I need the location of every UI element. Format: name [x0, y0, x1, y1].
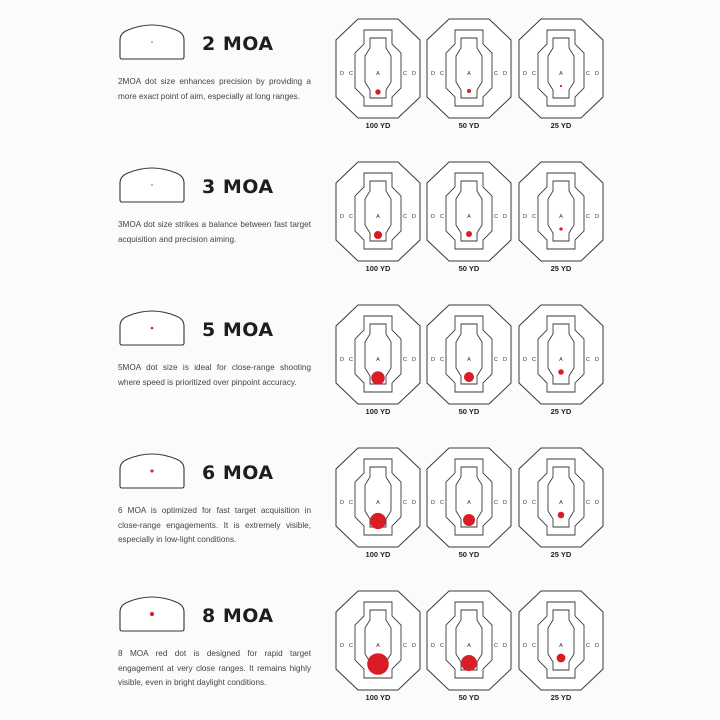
zone-label-c-right: C	[403, 71, 407, 77]
ipsc-target-100-yd	[333, 588, 423, 693]
range-label: 25 YD	[550, 407, 572, 416]
zone-label-c-right: C	[586, 357, 590, 363]
zone-label-d-left: D	[431, 214, 435, 220]
ipsc-target-100-yd	[333, 16, 423, 121]
ipsc-target-50-yd	[424, 588, 514, 693]
target-outer-octagon	[427, 591, 511, 690]
ipsc-target-25-yd	[516, 445, 606, 550]
zone-label-a: A	[559, 357, 563, 363]
range-label: 50 YD	[458, 264, 480, 273]
red-dot-sight-window-icon	[118, 595, 186, 633]
zone-label-d-left: D	[431, 357, 435, 363]
range-label: 25 YD	[550, 693, 572, 702]
target-outer-octagon	[427, 162, 511, 261]
red-dot-impact	[557, 654, 566, 663]
zone-label-d-right: D	[503, 71, 507, 77]
red-dot-impact	[558, 512, 565, 519]
zone-label-d-left: D	[340, 357, 344, 363]
reticle-dot	[151, 41, 152, 42]
zone-label-a: A	[376, 71, 380, 77]
zone-label-d-left: D	[523, 500, 527, 506]
range-label: 100 YD	[365, 121, 391, 130]
target-outer-octagon	[519, 19, 603, 118]
moa-title: 3 MOA	[202, 176, 274, 198]
moa-title: 2 MOA	[202, 33, 274, 55]
zone-label-c-left: C	[349, 643, 353, 649]
zone-label-c-right: C	[403, 357, 407, 363]
range-label: 50 YD	[458, 121, 480, 130]
range-label: 100 YD	[365, 693, 391, 702]
red-dot-impact	[464, 372, 474, 382]
zone-label-c-right: C	[586, 214, 590, 220]
red-dot-impact	[461, 655, 477, 671]
zone-label-d-right: D	[595, 500, 599, 506]
red-dot-impact	[367, 653, 389, 675]
red-dot-impact	[370, 513, 386, 529]
moa-row	[0, 143, 720, 286]
reticle-dot	[151, 184, 153, 186]
zone-label-a: A	[376, 357, 380, 363]
zone-label-c-right: C	[494, 71, 498, 77]
zone-label-d-right: D	[412, 71, 416, 77]
zone-label-d-right: D	[595, 357, 599, 363]
red-dot-impact	[560, 85, 562, 87]
target-outer-octagon	[336, 448, 420, 547]
zone-label-d-left: D	[523, 357, 527, 363]
moa-description: 8 MOA red dot is designed for rapid target engagement at very close ranges. It remains highly visible, even in bright daylight conditions.	[118, 649, 311, 687]
zone-label-c-left: C	[440, 71, 444, 77]
ipsc-target-25-yd	[516, 16, 606, 121]
moa-title: 8 MOA	[202, 605, 274, 627]
zone-label-d-left: D	[340, 214, 344, 220]
zone-label-a: A	[559, 643, 563, 649]
target-outer-octagon	[519, 305, 603, 404]
ipsc-target-50-yd	[424, 445, 514, 550]
target-outer-octagon	[336, 591, 420, 690]
range-label: 50 YD	[458, 550, 480, 559]
zone-label-d-left: D	[340, 71, 344, 77]
target-outer-octagon	[519, 591, 603, 690]
zone-label-c-left: C	[440, 643, 444, 649]
zone-label-d-right: D	[595, 643, 599, 649]
range-label: 25 YD	[550, 121, 572, 130]
zone-label-c-left: C	[440, 500, 444, 506]
red-dot-sight-window-icon	[118, 23, 186, 61]
zone-label-a: A	[376, 643, 380, 649]
moa-row	[0, 0, 720, 143]
ipsc-target-50-yd	[424, 16, 514, 121]
zone-label-c-right: C	[586, 71, 590, 77]
zone-label-a: A	[376, 214, 380, 220]
range-label: 50 YD	[458, 407, 480, 416]
zone-label-c-left: C	[349, 214, 353, 220]
zone-label-c-left: C	[532, 643, 536, 649]
red-dot-impact	[467, 89, 471, 93]
moa-description: 5MOA dot size is ideal for close-range shooting where speed is prioritized over pinpoint accuracy.	[118, 363, 311, 387]
zone-label-c-right: C	[494, 500, 498, 506]
zone-label-c-left: C	[349, 71, 353, 77]
moa-description: 2MOA dot size enhances precision by providing a more exact point of aim, especially at long ranges.	[118, 77, 311, 101]
zone-label-d-right: D	[503, 500, 507, 506]
target-outer-octagon	[427, 448, 511, 547]
zone-label-d-right: D	[503, 214, 507, 220]
zone-label-c-left: C	[440, 357, 444, 363]
zone-label-d-left: D	[523, 71, 527, 77]
red-dot-impact	[375, 89, 380, 94]
target-outer-octagon	[519, 448, 603, 547]
range-label: 100 YD	[365, 407, 391, 416]
zone-label-d-left: D	[340, 643, 344, 649]
zone-label-d-right: D	[595, 71, 599, 77]
zone-label-a: A	[467, 643, 471, 649]
target-outer-octagon	[336, 19, 420, 118]
target-outer-octagon	[336, 162, 420, 261]
red-dot-impact	[466, 231, 472, 237]
zone-label-d-right: D	[595, 214, 599, 220]
zone-label-d-right: D	[412, 643, 416, 649]
moa-title: 5 MOA	[202, 319, 274, 341]
zone-label-a: A	[467, 71, 471, 77]
zone-label-c-left: C	[349, 357, 353, 363]
range-label: 100 YD	[365, 550, 391, 559]
zone-label-a: A	[559, 71, 563, 77]
moa-row	[0, 286, 720, 429]
reticle-dot	[150, 469, 153, 472]
target-outer-octagon	[336, 305, 420, 404]
reticle-dot	[151, 327, 154, 330]
zone-label-c-right: C	[403, 500, 407, 506]
zone-label-c-left: C	[532, 214, 536, 220]
zone-label-c-left: C	[532, 71, 536, 77]
moa-description: 3MOA dot size strikes a balance between fast target acquisition and precision aiming.	[118, 220, 311, 244]
red-dot-sight-window-icon	[118, 452, 186, 490]
zone-label-d-left: D	[431, 500, 435, 506]
zone-label-c-right: C	[494, 643, 498, 649]
zone-label-c-right: C	[586, 500, 590, 506]
zone-label-c-right: C	[403, 643, 407, 649]
zone-label-d-right: D	[503, 357, 507, 363]
ipsc-target-50-yd	[424, 302, 514, 407]
zone-label-d-left: D	[523, 214, 527, 220]
zone-label-d-left: D	[431, 71, 435, 77]
zone-label-c-right: C	[494, 214, 498, 220]
red-dot-sight-window-icon	[118, 166, 186, 204]
range-label: 25 YD	[550, 550, 572, 559]
zone-label-d-left: D	[523, 643, 527, 649]
zone-label-a: A	[467, 214, 471, 220]
zone-label-a: A	[467, 357, 471, 363]
ipsc-target-50-yd	[424, 159, 514, 264]
red-dot-impact	[371, 371, 385, 385]
zone-label-d-right: D	[503, 643, 507, 649]
range-label: 100 YD	[365, 264, 391, 273]
target-outer-octagon	[427, 305, 511, 404]
moa-row	[0, 572, 720, 715]
zone-label-d-right: D	[412, 500, 416, 506]
zone-label-a: A	[467, 500, 471, 506]
zone-label-d-left: D	[340, 500, 344, 506]
zone-label-c-right: C	[403, 214, 407, 220]
red-dot-impact	[463, 514, 475, 526]
zone-label-a: A	[376, 500, 380, 506]
range-label: 25 YD	[550, 264, 572, 273]
zone-label-c-left: C	[532, 357, 536, 363]
zone-label-c-right: C	[586, 643, 590, 649]
zone-label-d-left: D	[431, 643, 435, 649]
range-label: 50 YD	[458, 693, 480, 702]
ipsc-target-100-yd	[333, 159, 423, 264]
target-outer-octagon	[427, 19, 511, 118]
reticle-dot	[150, 612, 154, 616]
zone-label-d-right: D	[412, 357, 416, 363]
red-dot-impact	[559, 227, 562, 230]
target-outer-octagon	[519, 162, 603, 261]
zone-label-c-left: C	[440, 214, 444, 220]
zone-label-c-left: C	[349, 500, 353, 506]
red-dot-impact	[374, 231, 382, 239]
ipsc-target-25-yd	[516, 588, 606, 693]
zone-label-a: A	[559, 500, 563, 506]
zone-label-d-right: D	[412, 214, 416, 220]
moa-description: 6 MOA is optimized for fast target acquisition in close-range engagements. It is extremely visible, especially in low-light conditions.	[118, 506, 311, 544]
zone-label-c-left: C	[532, 500, 536, 506]
ipsc-target-100-yd	[333, 445, 423, 550]
zone-label-c-right: C	[494, 357, 498, 363]
moa-row	[0, 429, 720, 572]
red-dot-impact	[558, 369, 564, 375]
zone-label-a: A	[559, 214, 563, 220]
ipsc-target-100-yd	[333, 302, 423, 407]
ipsc-target-25-yd	[516, 159, 606, 264]
moa-title: 6 MOA	[202, 462, 274, 484]
red-dot-sight-window-icon	[118, 309, 186, 347]
ipsc-target-25-yd	[516, 302, 606, 407]
